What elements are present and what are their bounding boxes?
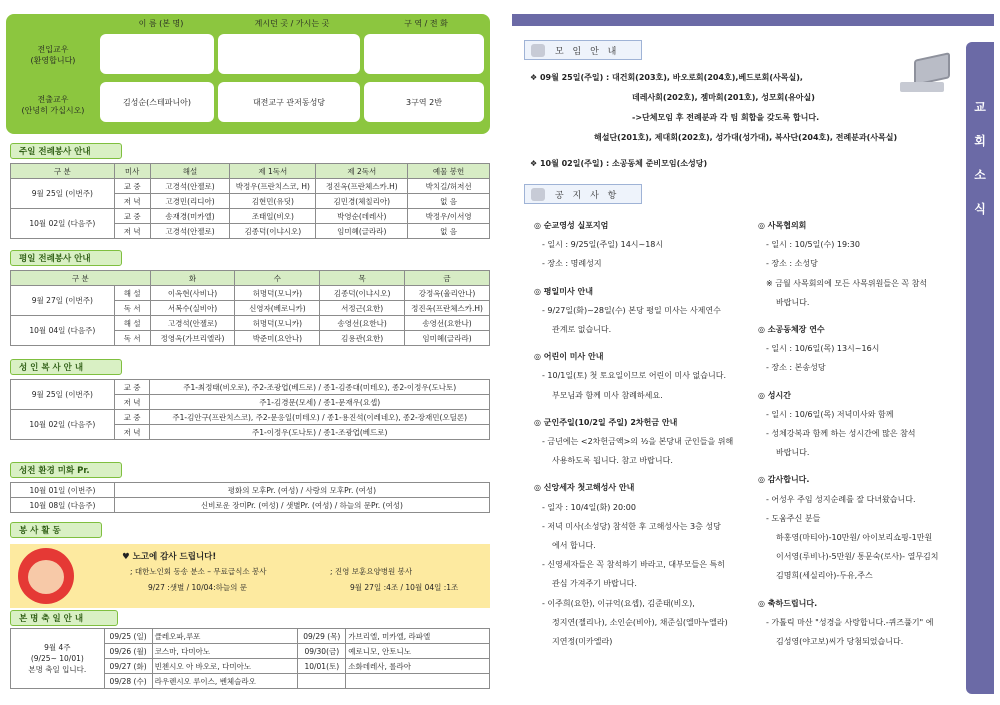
right-panel xyxy=(512,26,966,694)
notice-line: - 일자 : 10/4일(화) 20:00 xyxy=(542,502,636,512)
sidebar-char: 회 xyxy=(974,134,986,148)
altar-table xyxy=(10,379,490,440)
table-row: 독 서 서복수(실비아) 신영자(베로니카) 서정근(요한) 정진옥(프란체스카.H) xyxy=(11,301,490,316)
table-row: 저 녁 고경석(안젤로) 김종덕(이냐시오) 임미혜(글라라) 없 음 xyxy=(11,224,490,239)
weekday-header: 화 xyxy=(150,271,235,286)
notice-line: - 일시 : 9/25일(주일) 14시~18시 xyxy=(542,240,664,250)
transfer-header-name: 이 름 (본 명) xyxy=(138,19,184,28)
notice-line: 이서영(루비나)-5만원/ 통문숙(로사)- 열무김치 xyxy=(776,552,939,562)
notice-heading: ◎ 사목협의회 xyxy=(758,221,807,230)
weekday-header: 목 xyxy=(320,271,405,286)
service-line: ; 진영 보훈요양병원 봉사 xyxy=(330,567,413,576)
notice-line: - 장소 : 명례성지 xyxy=(542,259,602,269)
sunday-header: 제 2독서 xyxy=(316,164,408,179)
table-row: 9월 4주 (9/25~ 10/01) 본명 축일 입니다. 09/25 (일) 클레오파,루포 09/29 (목) 가브리엘, 미카엘, 라파엘 xyxy=(11,629,490,644)
table-row: 10월 02일 (다음주) 교 중 주1-김안구(프란치스코), 주2-문응일(미테오) / 종1-용진석(이레네오), 종2-장재민(오딜론) xyxy=(11,410,490,425)
transfer-in-name xyxy=(100,34,214,74)
service-line: 9월 27일 :4조 / 10월 04일 :1조 xyxy=(350,583,459,592)
notice-heading: ◎ 신앙세자 첫고해성사 안내 xyxy=(534,483,635,493)
notice-heading: ◎ 소공동체장 연수 xyxy=(758,325,825,334)
notice-line: 지연정(미카엘라) xyxy=(552,637,613,646)
table-row: 10월 01일 (이번주) 평화의 모후Pr. (여성) / 사랑의 모후Pr. (여성) xyxy=(11,483,490,498)
sunday-header: 해설 xyxy=(150,164,230,179)
sidebar-char: 식 xyxy=(974,202,986,216)
service-line: ; 대한노인회 동송 분소 – 무료급식소 봉사 xyxy=(130,567,267,576)
weekday-title: 평일 전례봉사 안내 xyxy=(10,250,122,266)
nameday-label: 9월 4주 (9/25~ 10/01) 본명 축일 입니다. xyxy=(11,629,105,689)
notice-line: 에서 합니다. xyxy=(552,541,596,550)
notice-line: - 일시 : 10/6일(목) 저녁미사와 함께 xyxy=(766,409,894,419)
weekday-header: 구 분 xyxy=(11,271,151,286)
service-title: 봉 사 활 동 xyxy=(10,522,102,538)
sidebar-char: 소 xyxy=(974,168,986,182)
top-bar xyxy=(512,14,994,26)
notice-line: - 가톨릭 마산 "성경을 사랑합니다.-퀴즈풀기" 에 xyxy=(766,617,934,627)
table-row: 9월 27일 (이번주) 해 설 이옥현(사비나) 허명덕(모니카) 김종덕(이냐시오) 강정옥(율리안나) xyxy=(11,286,490,301)
table-row: 9월 25일 (이번주) 교 중 고경석(안젤로) 박정우(프란치스코, H) 정진옥(프란체스카.H) 박치길/허저선 xyxy=(11,179,490,194)
meeting-line: ->단체모임 후 전례분과 각 팀 회합을 갖도록 합니다. xyxy=(632,113,820,122)
table-row: 09/28 (수) 라우렌시오 루이스, 벤체슬라오 xyxy=(11,674,490,689)
service-box xyxy=(10,544,490,608)
notice-line: - 9/27일(화)~28일(수) 본당 평일 미사는 사제연수 xyxy=(542,305,721,315)
table-row: 10월 02일 (다음주) 교 중 송재경(미카엘) 조태일(비오) 박영순(데레사) 박정우/이서영 xyxy=(11,209,490,224)
notice-line: - 신영세자들은 꼭 참석하기 바라고, 대부모들은 특히 xyxy=(542,560,725,570)
notice-line: - 일시 : 10/6일(목) 13시~16시 xyxy=(766,344,880,354)
notice-line: 부모님과 함께 미사 참례하세요. xyxy=(552,390,663,400)
notice-line: - 저녁 미사(소성당) 참석한 후 고해성사는 3층 성당 xyxy=(542,521,721,531)
table-row: 저 녁 주1-이정우(도나토) / 종1-조광업(베드로) xyxy=(11,425,490,440)
notice-line: 관계로 없습니다. xyxy=(552,325,612,334)
table-row: 9월 25일 (이번주) 교 중 주1-최정태(비오로), 주2-조광업(베드로) / 종1-김종대(미테오), 종2-이정우(도나토) xyxy=(11,380,490,395)
cleaning-table xyxy=(10,482,490,513)
nameday-title: 본 명 축 일 안 내 xyxy=(10,610,118,626)
notice-heading: ◎ 군인주일(10/2일 주일) 2차헌금 안내 xyxy=(534,417,678,427)
notice-title: 공 지 사 항 xyxy=(524,184,642,204)
notice-line: 김명희(세실리아)-두유,주스 xyxy=(776,571,873,581)
meeting-title: 모 임 안 내 xyxy=(524,40,642,60)
notice-line: - 장소 : 소성당 xyxy=(766,259,818,269)
notice-heading: ◎ 감사합니다. xyxy=(758,475,810,485)
table-row: 독 서 정영옥(가브리엘라) 박준미(요안나) 김용관(요한) 임미혜(글라라) xyxy=(11,331,490,346)
notice-line: ※ 금월 사목회의에 모든 사목위원들은 꼭 참석 xyxy=(766,278,928,288)
computer-icon xyxy=(896,52,954,96)
notice-line: - 어성우 주임 성지순례를 잘 다녀왔습니다. xyxy=(766,494,916,504)
transfer-header-region: 구 역 / 전 화 xyxy=(404,19,448,28)
notice-line: - 장소 : 본송성당 xyxy=(766,363,826,373)
heart-family-icon xyxy=(18,548,74,604)
notice-line: 사용하도록 됩니다. 참고 바랍니다. xyxy=(552,456,673,466)
weekday-table xyxy=(10,270,490,346)
notice-line: - 성체강복과 함께 하는 성시간에 많은 참석 xyxy=(766,429,916,438)
weekday-header: 금 xyxy=(405,271,490,286)
notice-line: 하홍영(마티아)-10만원/ 아이보리쇼핑-1만원 xyxy=(776,533,933,542)
meeting-line: 해설단(201호), 제대회(202호), 성가대(성가대), 복사단(204호), 전례분과(사목실) xyxy=(594,133,898,142)
transfer-in-label: 전입교우 (환영합니다) xyxy=(30,45,76,65)
sunday-header: 제 1독서 xyxy=(230,164,316,179)
transfer-in-region xyxy=(364,34,484,74)
altar-title: 성 인 복 사 안 내 xyxy=(10,359,122,375)
transfer-out-region: 3구역 2반 xyxy=(364,82,484,122)
sunday-header: 예물 봉헌 xyxy=(408,164,490,179)
service-heading: ♥ 노고에 감사 드립니다! xyxy=(122,552,217,562)
sunday-header: 미사 xyxy=(114,164,150,179)
table-row: 09/27 (화) 빈첸시오 아 바오로, 다미아노 10/01(토) 소화데레사, 롤라아 xyxy=(11,659,490,674)
notice-line: - 이주희(요한), 이규억(요셉), 김준태(비오), xyxy=(542,598,695,608)
sidebar-char: 교 xyxy=(974,100,986,114)
notice-heading: ◎ 축하드립니다. xyxy=(758,598,818,608)
service-line: 9/27 :샛별 / 10/04:하늘의 문 xyxy=(148,583,248,592)
transfer-out-place: 대전교구 관저동성당 xyxy=(218,82,360,122)
nameday-table xyxy=(10,628,490,689)
notice-heading: ◎ 성시간 xyxy=(758,390,791,400)
table-row: 10월 08일 (다음주) 신비로운 장미Pr. (여성) / 샛별Pr. (여성) / 하늘의 문Pr. (여성) xyxy=(11,498,490,513)
notice-line: - 도움주신 분들 xyxy=(766,513,821,523)
notice-line: 바랍니다. xyxy=(776,297,810,307)
notice-heading: ◎ 평일미사 안내 xyxy=(534,286,593,296)
sunday-header: 구 분 xyxy=(11,164,115,179)
notice-line: 관심 가져주기 바랍니다. xyxy=(552,579,637,589)
left-page xyxy=(6,14,490,700)
cleaning-title: 성전 환경 미화 Pr. xyxy=(10,462,122,478)
transfer-out-name: 김성순(스테파니아) xyxy=(100,82,214,122)
news-sidebar xyxy=(966,42,994,694)
transfer-header-place: 계시던 곳 / 가시는 곳 xyxy=(254,19,330,28)
meeting-line: ❖ 09월 25일(주일) : 대건회(203호), 바오로회(204호),베드로회(사목실), xyxy=(530,73,803,82)
transfer-box xyxy=(6,14,490,134)
notice-line: 김성영(야고보)씨가 당첨되었습니다. xyxy=(776,637,904,646)
table-row: 10월 04일 (다음주) 해 설 고경석(안젤로) 허명덕(모니카) 송영선(요한나) 송영선(요한나) xyxy=(11,316,490,331)
weekday-header: 수 xyxy=(235,271,320,286)
meeting-line: 데레사회(202호), 젬마회(201호), 성모회(유아실) xyxy=(632,93,815,102)
notice-heading: ◎ 순교영성 실포지엄 xyxy=(534,221,609,230)
right-page xyxy=(512,14,994,700)
transfer-in-place xyxy=(218,34,360,74)
notice-line: - 일시 : 10/5일(수) 19:30 xyxy=(766,240,860,250)
transfer-out-label: 전출교우 (안녕히 가십시오) xyxy=(21,95,85,115)
notice-heading: ◎ 어린이 미사 안내 xyxy=(534,352,604,362)
table-row: 09/26 (월) 코스마, 다미아노 09/30(금) 예로니모, 안토니노 xyxy=(11,644,490,659)
notice-line: - 10/1일(토) 첫 토요일이므로 어린이 미사 없습니다. xyxy=(542,371,726,381)
notice-line: 바랍니다. xyxy=(776,448,810,458)
sunday-title: 주일 전례봉사 안내 xyxy=(10,143,122,159)
meeting-line: ❖ 10월 02일(주일) : 소공동체 준비모임(소성당) xyxy=(530,159,708,168)
table-row: 저 녁 고경민(리디아) 김현민(유딧) 김민경(체칠리아) 없 음 xyxy=(11,194,490,209)
sunday-table xyxy=(10,163,490,239)
notice-line: - 금년에는 <2차헌금액>의 ½을 본당내 군인들을 위해 xyxy=(542,437,734,446)
table-row: 저 녁 주1-김경문(모세) / 종1-문재우(요셉) xyxy=(11,395,490,410)
notice-line: 정지연(젤리나), 소인순(비아), 채준심(엘마누엘라) xyxy=(552,617,728,627)
